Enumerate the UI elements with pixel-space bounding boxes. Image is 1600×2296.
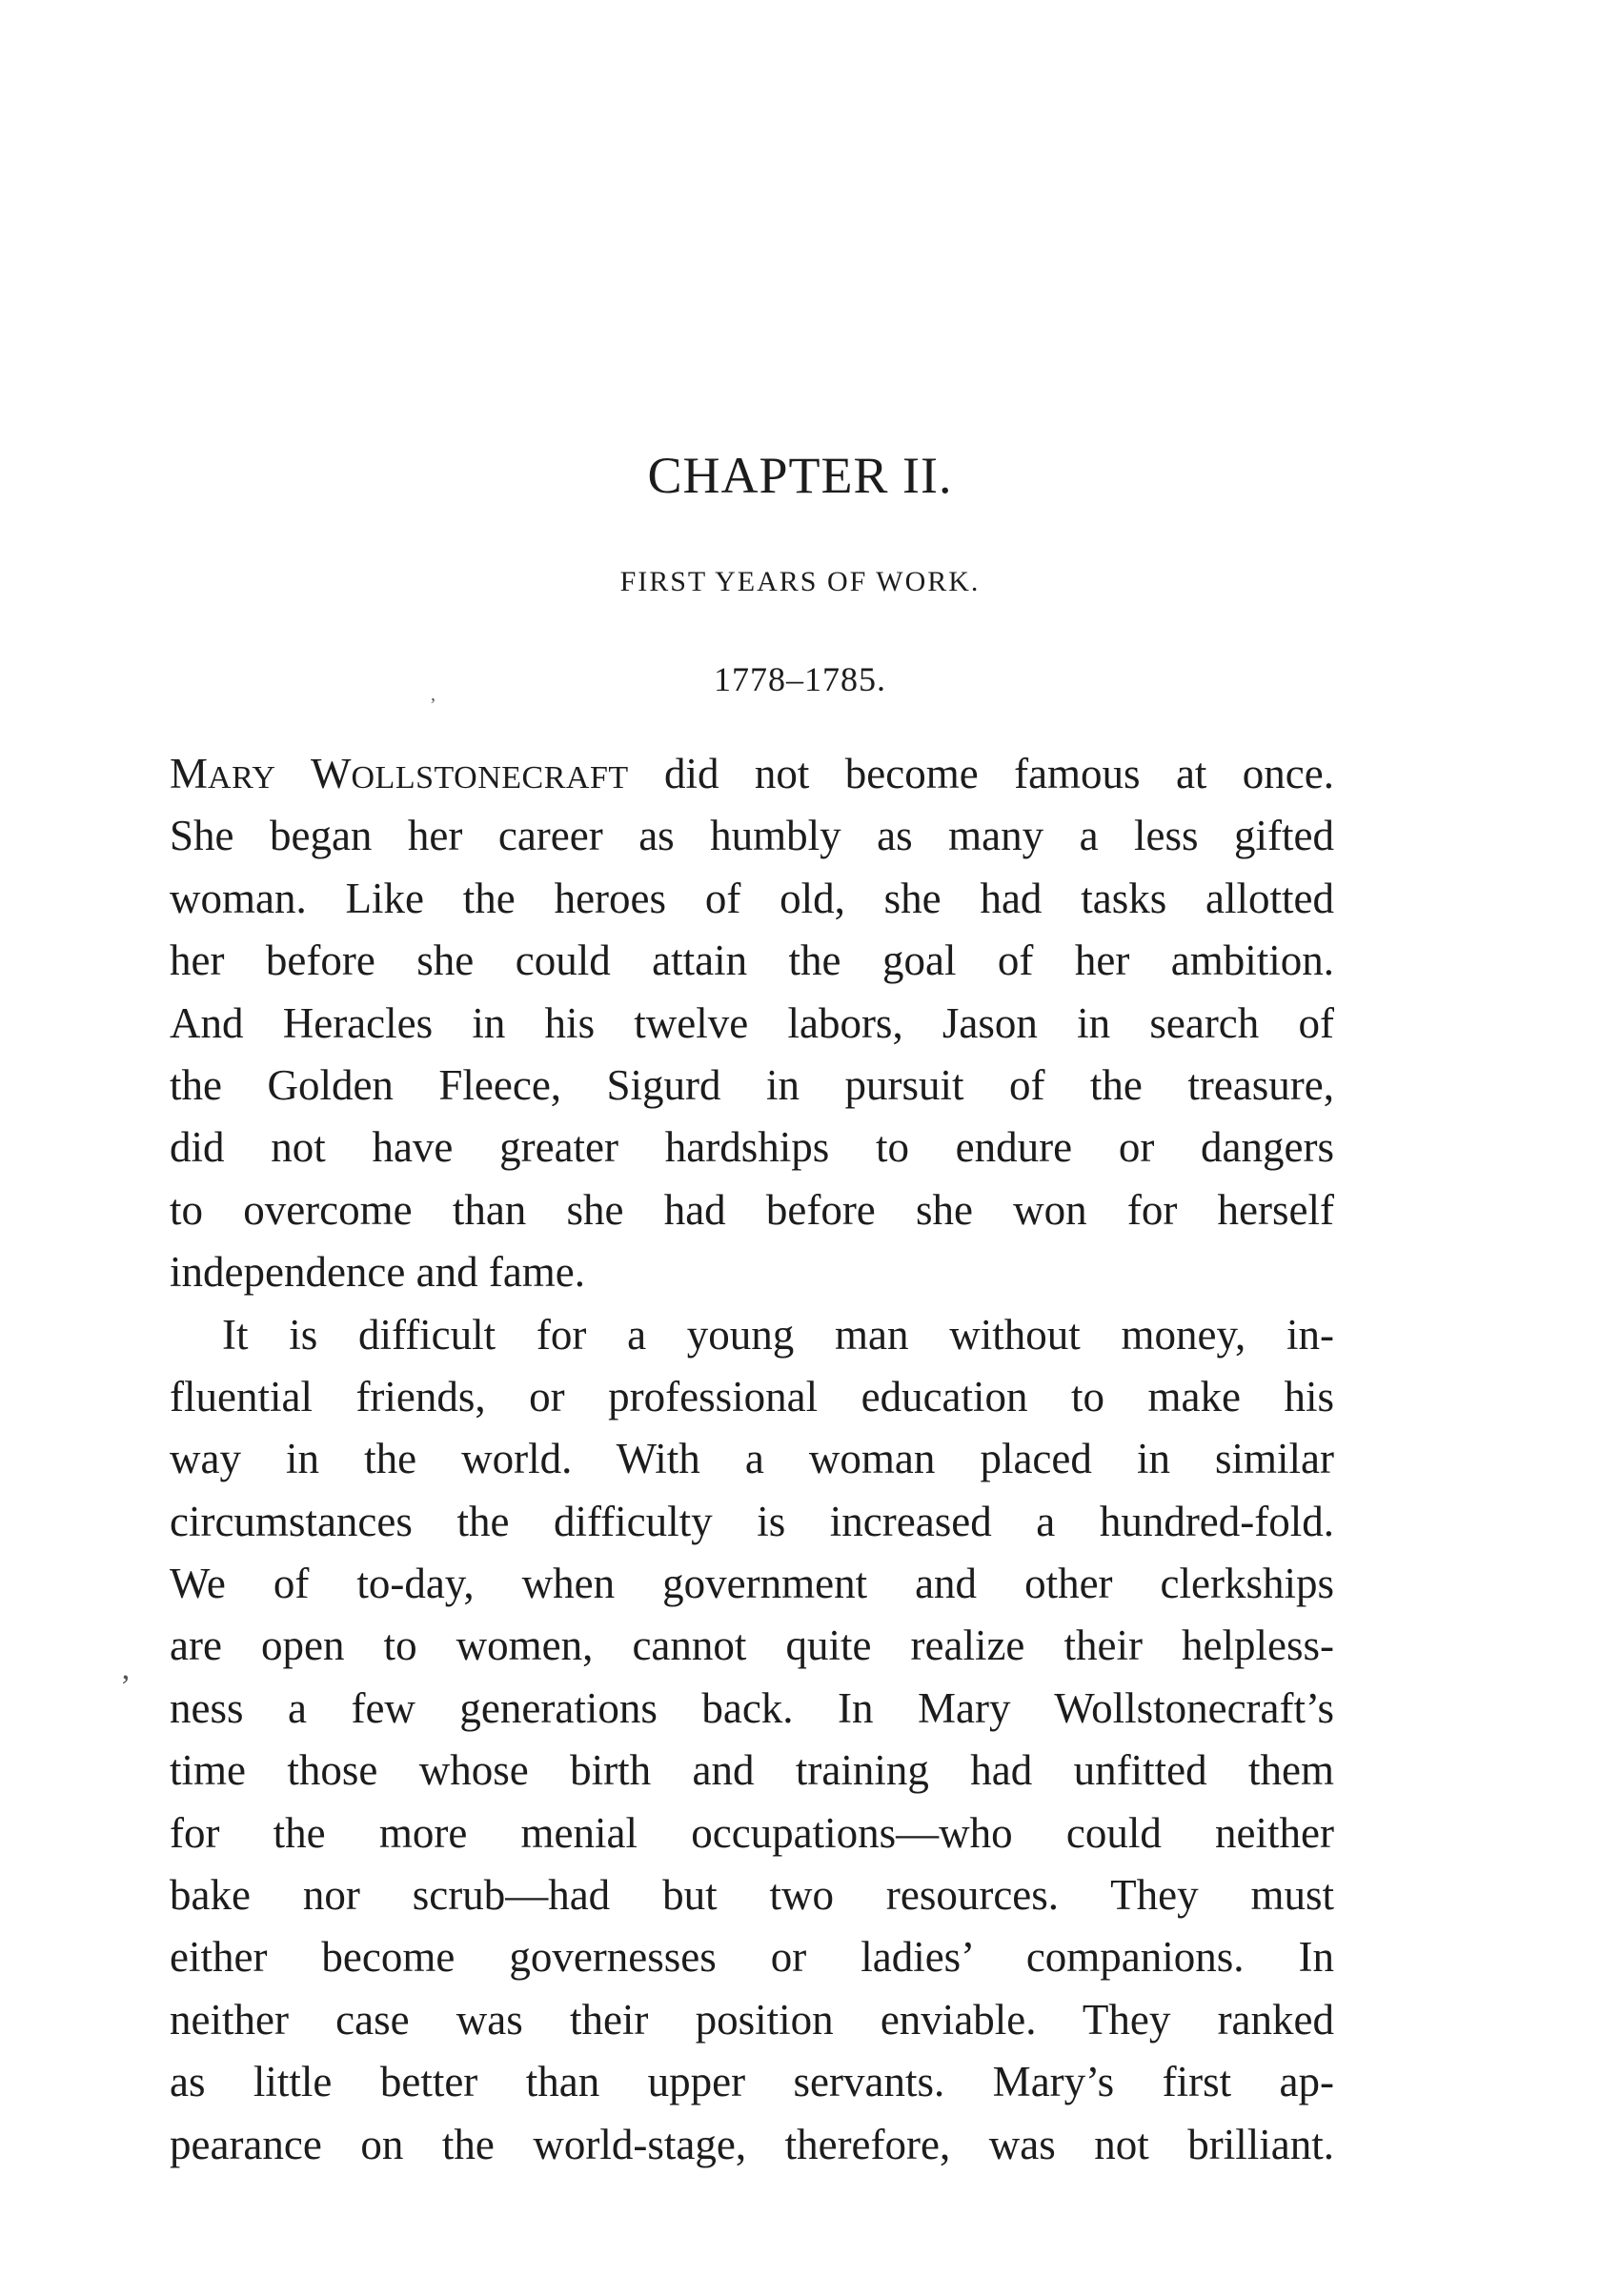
chapter-dates: 1778–1785. — [714, 660, 886, 698]
text-line: pearance on the world-stage, therefore, was not brilliant. — [170, 2120, 1334, 2168]
text-line: did not have greater hardships to endure or dangers — [170, 1123, 1334, 1172]
text-line: independence and fame. — [170, 1248, 586, 1297]
text-line: are open to women, cannot quite realize their helpless- — [170, 1621, 1334, 1670]
text-line: woman. Like the heroes of old, she had tasks allotted — [170, 874, 1334, 922]
author-name-smallcaps: MARY WOLLSTONECRAFT — [170, 750, 629, 797]
text-line: We of to-day, when government and other clerkships — [170, 1560, 1334, 1608]
text-line: time those whose birth and training had unfitted them — [170, 1746, 1334, 1795]
text-line: as little better than upper servants. Mary’s first ap- — [170, 2058, 1334, 2106]
text-line: ness a few generations back. In Mary Wollstonecraft’s — [170, 1683, 1334, 1732]
text-line: the Golden Fleece, Sigurd in pursuit of the treasure, — [170, 1060, 1334, 1109]
text-line: way in the world. With a woman placed in similar — [170, 1435, 1334, 1483]
text-line: circumstances the difficulty is increased a hundred-fold. — [170, 1497, 1334, 1545]
margin-mark: , — [431, 684, 435, 705]
text-line: for the more menial occupations—who could neither — [170, 1808, 1334, 1857]
text-line: It is difficult for a young man without money, in- — [222, 1310, 1334, 1359]
text-line: bake nor scrub—had but two resources. They must — [170, 1871, 1334, 1920]
paragraph-1 — [170, 743, 1334, 1304]
text-line: MARY WOLLSTONECRAFT did not become famous at once. — [170, 750, 1334, 797]
text-line: And Heracles in his twelve labors, Jason in search of — [170, 998, 1334, 1047]
text-line: her before she could attain the goal of her ambition. — [170, 937, 1334, 985]
chapter-title: CHAPTER II. — [647, 447, 953, 504]
chapter-body — [170, 743, 1334, 2176]
text-line: either become governesses or ladies’ companions. In — [170, 1933, 1334, 1982]
text-line: neither case was their position enviable. They ranked — [170, 1995, 1334, 2044]
margin-mark: ʼ — [120, 1669, 132, 1704]
paragraph-2 — [170, 1304, 1334, 2176]
text-line: fluential friends, or professional education to make his — [170, 1372, 1334, 1420]
text-line: She began her career as humbly as many a less gifted — [170, 812, 1334, 860]
chapter-subtitle: FIRST YEARS OF WORK. — [619, 566, 981, 597]
text-line: to overcome than she had before she won for herself — [170, 1185, 1334, 1234]
